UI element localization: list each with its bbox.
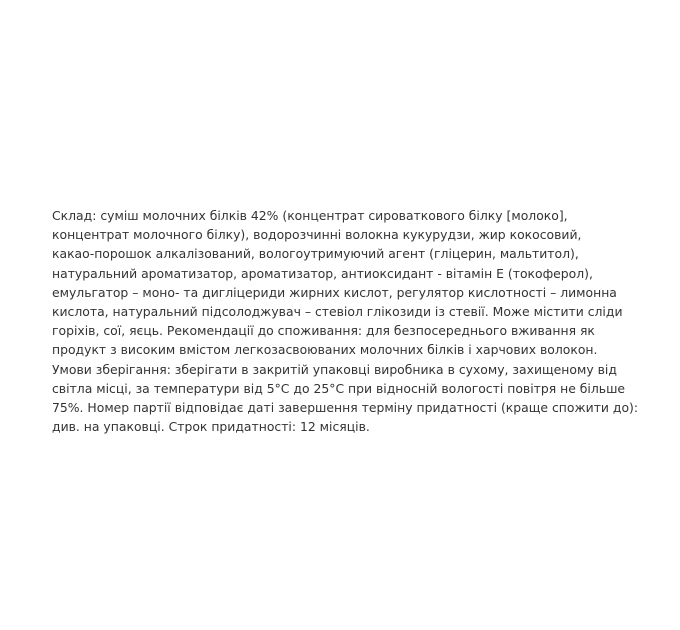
text-line: горіхів, сої, яєць. Рекомендації до споживання: для безпосереднього вживання як <box>52 323 595 339</box>
text-line: Умови зберігання: зберігати в закритій упаковці виробника в сухому, захищеному від <box>52 361 617 377</box>
product-composition-text <box>52 206 652 436</box>
text-line: світла місці, за температури від 5°С до 25°С при відносній вологості повітря не більше <box>52 380 626 396</box>
text-line: емульгатор – моно- та дигліцериди жирних кислот, регулятор кислотності – лимонна <box>52 284 617 300</box>
text-line: 75%. Номер партії відповідає даті завершення терміну придатності (краще спожити до): <box>52 400 639 416</box>
text-line: какао-порошок алкалізований, вологоутримуючий агент (гліцерин, мальтитол), <box>52 246 579 262</box>
text-line: Склад: суміш молочних білків 42% (концентрат сироваткового білку [молоко], <box>52 208 568 223</box>
text-line: продукт з високим вмістом легкозасвоюваних молочних білків і харчових волокон. <box>52 342 598 358</box>
text-line: концентрат молочного білку), водорозчинні волокна кукурудзи, жир кокосовий, <box>52 227 582 243</box>
text-line: див. на упаковці. Строк придатності: 12 місяців. <box>52 419 370 435</box>
text-line: натуральний ароматизатор, ароматизатор, антиоксидант - вітамін Е (токоферол), <box>52 265 593 281</box>
text-line: кислота, натуральний підсолоджувач – стевіол глікозиди із стевії. Може містити сліди <box>52 304 623 320</box>
